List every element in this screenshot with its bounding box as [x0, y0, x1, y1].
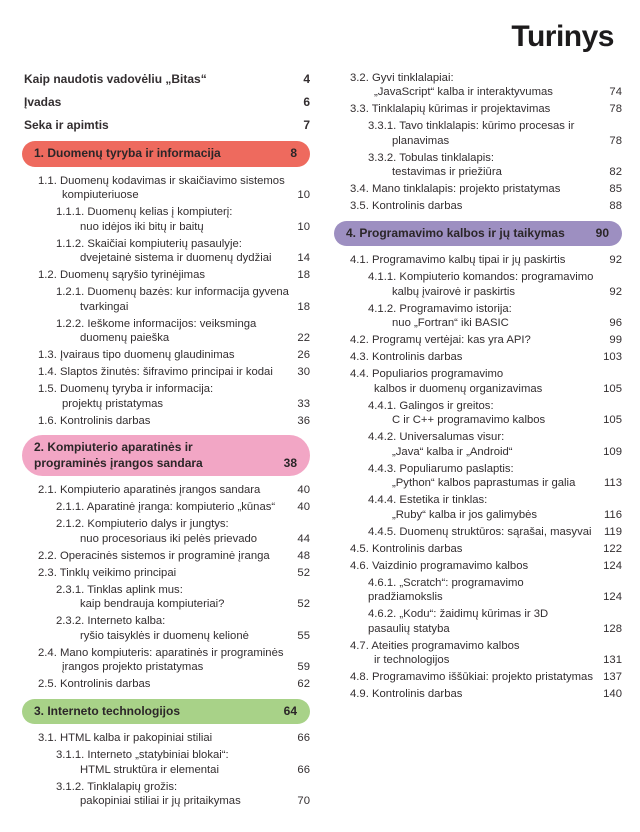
toc-entry [334, 151, 622, 180]
entry-text [368, 399, 596, 428]
entry-line: ryšio taisyklės ir duomenų kelionė [80, 629, 249, 642]
entry-line: nuo idėjos iki bitų ir baitų [80, 220, 204, 233]
entry-text [38, 174, 284, 203]
entry-text [38, 483, 284, 498]
entry-line: 4.5. Kontrolinis darbas [350, 542, 463, 555]
page-number: 62 [297, 678, 310, 690]
toc-entry [22, 205, 310, 234]
toc-entry [334, 607, 622, 636]
page-number: 10 [297, 189, 310, 201]
entry-text [38, 348, 284, 363]
page-number: 44 [297, 532, 310, 545]
entry-line: duomenų paieška [80, 332, 170, 344]
entry-text [56, 517, 284, 546]
entry-line: 4.3. Kontrolinis darbas [350, 351, 463, 363]
toc-entry [334, 542, 622, 557]
page-number: 92 [609, 254, 622, 266]
entry-line: 2.1.1. Aparatinė įranga: kompiuterio „kūnas“ [56, 501, 276, 513]
page-number: 55 [297, 629, 310, 642]
entry-text [56, 748, 284, 777]
toc-entry [22, 500, 310, 515]
toc-entry [22, 174, 310, 203]
entry-line: 3.3.2. Tobulas tinklalapis: [368, 151, 495, 164]
page-number: 124 [603, 591, 622, 603]
entry-text [24, 118, 284, 133]
entry-line: įrangos projekto pristatymas [62, 661, 204, 673]
entry-text [368, 607, 596, 636]
entry-line: 3.3. Tinklalapių kūrimas ir projektavimas [350, 103, 551, 115]
entry-text [56, 237, 284, 266]
page-number: 33 [297, 397, 310, 410]
entry-line: nuo procesoriaus iki pelės prievado [80, 532, 258, 545]
page-number: 64 [283, 703, 297, 718]
entry-line: „Java“ kalba ir „Android“ [392, 445, 513, 458]
toc-entry [334, 199, 622, 214]
page-title: Turinys [511, 20, 614, 53]
entry-line: 2.3.2. Interneto kalba: [56, 615, 166, 627]
toc-entry [22, 517, 310, 546]
toc-entry [334, 462, 622, 491]
page-number: 105 [603, 414, 622, 426]
section-header [22, 141, 310, 167]
toc-entry [334, 71, 622, 100]
toc-entry [22, 285, 310, 314]
entry-text [368, 151, 596, 180]
page-number: 66 [297, 763, 310, 776]
entry-text [38, 365, 284, 380]
entry-line: HTML struktūra ir elementai [80, 763, 219, 776]
page-number: 99 [609, 334, 622, 346]
entry-line: 3.4. Mano tinklalapis: projekto pristatymas [350, 183, 561, 195]
toc-entry [22, 614, 310, 643]
entry-line: pasaulių statyba [368, 622, 450, 635]
toc-entry [22, 549, 310, 564]
toc-entry [334, 270, 622, 299]
toc-entry [334, 399, 622, 428]
toc-entry [334, 367, 622, 396]
entry-text [368, 462, 596, 491]
entry-line: tvarkingai [80, 300, 129, 313]
toc-entry [334, 302, 622, 331]
front-item [24, 95, 310, 110]
page-number: 92 [609, 285, 622, 298]
entry-line: 2.1. Kompiuterio aparatinės įrangos sandara [38, 484, 261, 496]
toc-entry [334, 253, 622, 268]
section-header [334, 221, 622, 247]
toc-entry [334, 350, 622, 365]
entry-text [56, 780, 284, 809]
entry-text [350, 253, 596, 268]
entry-text [56, 500, 284, 515]
entry-line: 4. Programavimo kalbos ir jų taikymas [346, 225, 565, 240]
entry-text [350, 102, 596, 117]
entry-text [38, 382, 284, 411]
entry-text [38, 268, 284, 283]
toc-entry [22, 731, 310, 746]
entry-line: 1.1.1. Duomenų kelias į kompiuterį: [56, 206, 233, 218]
entry-line: 4.6.1. „Scratch“: programavimo [368, 576, 524, 589]
entry-line: pradžiamokslis [368, 591, 443, 603]
entry-text [368, 302, 596, 331]
entry-line: 3.1.2. Tinklalapių grožis: [56, 780, 178, 793]
entry-text [38, 549, 284, 564]
page-number: 78 [609, 134, 622, 147]
page-number: 22 [297, 332, 310, 344]
toc-entry [334, 333, 622, 348]
entry-line: 4.8. Programavimo iššūkiai: projekto pristatymas [350, 671, 593, 683]
entry-line: „JavaScript“ kalba ir interaktyvumas [374, 86, 553, 98]
entry-line: 4.1.2. Programavimo istorija: [368, 302, 512, 315]
toc-columns [0, 54, 640, 811]
entry-line: ir technologijos [374, 654, 450, 666]
toc-entry [334, 687, 622, 702]
entry-line: planavimas [392, 134, 450, 147]
entry-line: Įvadas [24, 95, 62, 109]
page-number: 59 [297, 661, 310, 673]
entry-line: 1.2.1. Duomenų bazės: kur informacija gyvena [56, 286, 289, 298]
page-number: 18 [297, 269, 310, 281]
entry-text [56, 317, 284, 346]
entry-line: kompiuteriuose [62, 189, 139, 201]
entry-text [368, 493, 596, 522]
toc-entry [22, 348, 310, 363]
entry-text [24, 72, 284, 87]
page-number: 4 [303, 72, 310, 86]
page-number: 124 [603, 559, 622, 572]
toc-entry [22, 365, 310, 380]
entry-text [38, 731, 284, 746]
toc-entry [22, 780, 310, 809]
section-title [34, 704, 271, 720]
entry-line: 1.2. Duomenų sąryšio tyrinėjimas [38, 269, 206, 281]
entry-line: 4.4.4. Estetika ir tinklas: [368, 494, 488, 506]
page-number: 105 [603, 382, 622, 395]
entry-line: „Python“ kalbos paprastumas ir galia [392, 477, 576, 489]
entry-line: dvejetainė sistema ir duomenų dydžiai [80, 252, 272, 264]
entry-line: 3.3.1. Tavo tinklalapis: kūrimo procesas ir [368, 120, 575, 132]
toc-column-right [334, 68, 622, 811]
entry-line: 4.4.3. Populiarumo paslaptis: [368, 462, 514, 475]
page-number: 119 [603, 525, 622, 538]
entry-line: „Ruby“ kalba ir jos galimybės [392, 508, 538, 521]
page-number: 70 [297, 795, 310, 807]
entry-line: 2.3.1. Tinklas aplink mus: [56, 583, 183, 596]
entry-line: 1.4. Slaptos žinutės: šifravimo principai ir kodai [38, 366, 273, 378]
front-item [24, 72, 310, 87]
page-number: 66 [297, 732, 310, 744]
toc-entry [22, 317, 310, 346]
entry-line: 4.4.1. Galingos ir greitos: [368, 399, 494, 412]
page-number: 52 [297, 598, 310, 610]
toc-entry [334, 119, 622, 148]
page-number: 78 [609, 103, 622, 115]
entry-text [38, 414, 284, 429]
entry-text [368, 270, 596, 299]
page-number: 85 [609, 183, 622, 195]
section-title [34, 146, 271, 162]
page-number: 113 [603, 477, 622, 489]
entry-line: 1.2.2. Ieškome informacijos: veiksminga [56, 317, 257, 330]
toc-entry [334, 559, 622, 574]
entry-text [38, 566, 284, 581]
entry-line: 3.2. Gyvi tinklalapiai: [350, 71, 454, 84]
entry-line: pakopiniai stiliai ir jų pritaikymas [80, 795, 241, 807]
entry-line: testavimas ir priežiūra [392, 166, 502, 178]
section-header [22, 435, 310, 476]
toc-entry [334, 576, 622, 605]
page-number: 14 [297, 252, 310, 264]
entry-line: 2.3. Tinklų veikimo principai [38, 566, 177, 579]
entry-line: kalbos ir duomenų organizavimas [374, 382, 543, 395]
entry-text [350, 367, 596, 396]
entry-text [368, 576, 596, 605]
entry-line: nuo „Fortran“ iki BASIC [392, 317, 509, 329]
entry-text [350, 182, 596, 197]
toc-entry [22, 566, 310, 581]
page-number: 8 [290, 146, 297, 160]
section-title [34, 440, 271, 471]
entry-text [56, 583, 284, 612]
toc-entry [22, 583, 310, 612]
entry-line: 4.6.2. „Kodu“: žaidimų kūrimas ir 3D [368, 608, 549, 620]
page-number: 88 [609, 200, 622, 212]
page-number: 52 [297, 566, 310, 579]
entry-text [56, 614, 284, 643]
entry-line: kaip bendrauja kompiuteriai? [80, 598, 225, 610]
entry-line: Seka ir apimtis [24, 118, 109, 132]
entry-text [350, 199, 596, 214]
page-number: 90 [595, 225, 609, 240]
entry-text [350, 670, 596, 685]
entry-text [350, 333, 596, 348]
entry-line: 4.4.5. Duomenų struktūros: sąrašai, masyvai [368, 525, 592, 538]
entry-line: 2.4. Mano kompiuteris: aparatinės ir programinės [38, 646, 284, 659]
toc-entry [334, 182, 622, 197]
entry-text [350, 639, 596, 668]
toc-entry [334, 430, 622, 459]
toc-entry [22, 414, 310, 429]
entry-line: 4.6. Vaizdinio programavimo kalbos [350, 559, 529, 572]
section-header [22, 699, 310, 725]
entry-text [368, 119, 596, 148]
entry-line: 3. Interneto technologijos [34, 703, 181, 718]
page-number: 128 [603, 622, 622, 635]
entry-line: C ir C++ programavimo kalbos [392, 414, 546, 426]
entry-line: 4.4. Populiarios programavimo [350, 368, 504, 380]
entry-text [38, 677, 284, 692]
toc-entry [22, 268, 310, 283]
page-number: 18 [297, 300, 310, 313]
entry-text [38, 646, 284, 675]
toc-entry [22, 646, 310, 675]
toc-column-left [22, 68, 310, 811]
page-number: 116 [603, 508, 622, 521]
page-number: 137 [603, 671, 622, 683]
entry-line: 4.9. Kontrolinis darbas [350, 688, 463, 700]
entry-line: programinės įrangos sandara [34, 455, 203, 470]
entry-line: 1.5. Duomenų tyryba ir informacija: [38, 383, 214, 395]
page-number: 140 [603, 688, 622, 700]
page-number: 74 [609, 86, 622, 98]
toc-entry [334, 102, 622, 117]
entry-line: kalbų įvairovė ir paskirtis [392, 285, 516, 298]
page-number: 6 [303, 95, 310, 109]
entry-line: 4.2. Programų vertėjai: kas yra API? [350, 334, 531, 346]
entry-text [368, 525, 596, 540]
toc-entry [334, 670, 622, 685]
toc-entry [22, 677, 310, 692]
entry-text [350, 542, 596, 557]
toc-entry [22, 748, 310, 777]
front-item [24, 118, 310, 133]
entry-line: 2.2. Operacinės sistemos ir programinė įranga [38, 549, 270, 562]
page-number: 36 [297, 414, 310, 427]
entry-line: 1.1.2. Skaičiai kompiuterių pasaulyje: [56, 237, 242, 250]
page-number: 38 [283, 455, 297, 470]
page-number: 40 [297, 501, 310, 513]
page-number: 48 [297, 549, 310, 562]
entry-line: 4.1. Programavimo kalbų tipai ir jų paskirtis [350, 254, 566, 266]
entry-text [350, 559, 596, 574]
entry-line: 4.1.1. Kompiuterio komandos: programavimo [368, 271, 594, 283]
entry-line: Kaip naudotis vadovėliu „Bitas“ [24, 72, 207, 86]
page-number: 7 [303, 118, 310, 132]
toc-entry [22, 237, 310, 266]
entry-line: 1.6. Kontrolinis darbas [38, 414, 151, 427]
entry-line: 1.1. Duomenų kodavimas ir skaičiavimo sistemos [38, 174, 285, 187]
entry-text [350, 350, 596, 365]
toc-entry [334, 639, 622, 668]
entry-line: 4.7. Ateities programavimo kalbos [350, 639, 520, 652]
entry-line: 2.1.2. Kompiuterio dalys ir jungtys: [56, 518, 229, 530]
entry-line: projektų pristatymas [62, 397, 164, 410]
page-number: 103 [603, 351, 622, 363]
page-number: 109 [603, 445, 622, 458]
entry-line: 3.1.1. Interneto „statybiniai blokai“: [56, 749, 229, 761]
entry-line: 3.1. HTML kalba ir pakopiniai stiliai [38, 732, 213, 744]
entry-line: 1.3. Įvairaus tipo duomenų glaudinimas [38, 349, 235, 361]
toc-entry [22, 483, 310, 498]
entry-line: 4.4.2. Universalumas visur: [368, 431, 505, 443]
entry-text [24, 95, 284, 110]
page-number: 131 [603, 654, 622, 666]
page-number: 30 [297, 366, 310, 378]
page-number: 10 [297, 220, 310, 233]
entry-text [350, 687, 596, 702]
entry-line: 2. Kompiuterio aparatinės ir [34, 440, 193, 454]
entry-line: 3.5. Kontrolinis darbas [350, 200, 463, 212]
toc-entry [334, 493, 622, 522]
toc-entry [22, 382, 310, 411]
entry-line: 2.5. Kontrolinis darbas [38, 678, 151, 690]
entry-text [56, 285, 289, 314]
section-title [346, 226, 583, 242]
entry-text [368, 430, 596, 459]
page-number: 82 [609, 166, 622, 178]
entry-text [350, 71, 596, 100]
page-number: 40 [297, 484, 310, 496]
page-number: 122 [603, 542, 622, 555]
page-number: 26 [297, 349, 310, 361]
entry-line: 1. Duomenų tyryba ir informacija [34, 146, 221, 160]
toc-entry [334, 525, 622, 540]
page-number: 96 [609, 317, 622, 329]
entry-text [56, 205, 284, 234]
